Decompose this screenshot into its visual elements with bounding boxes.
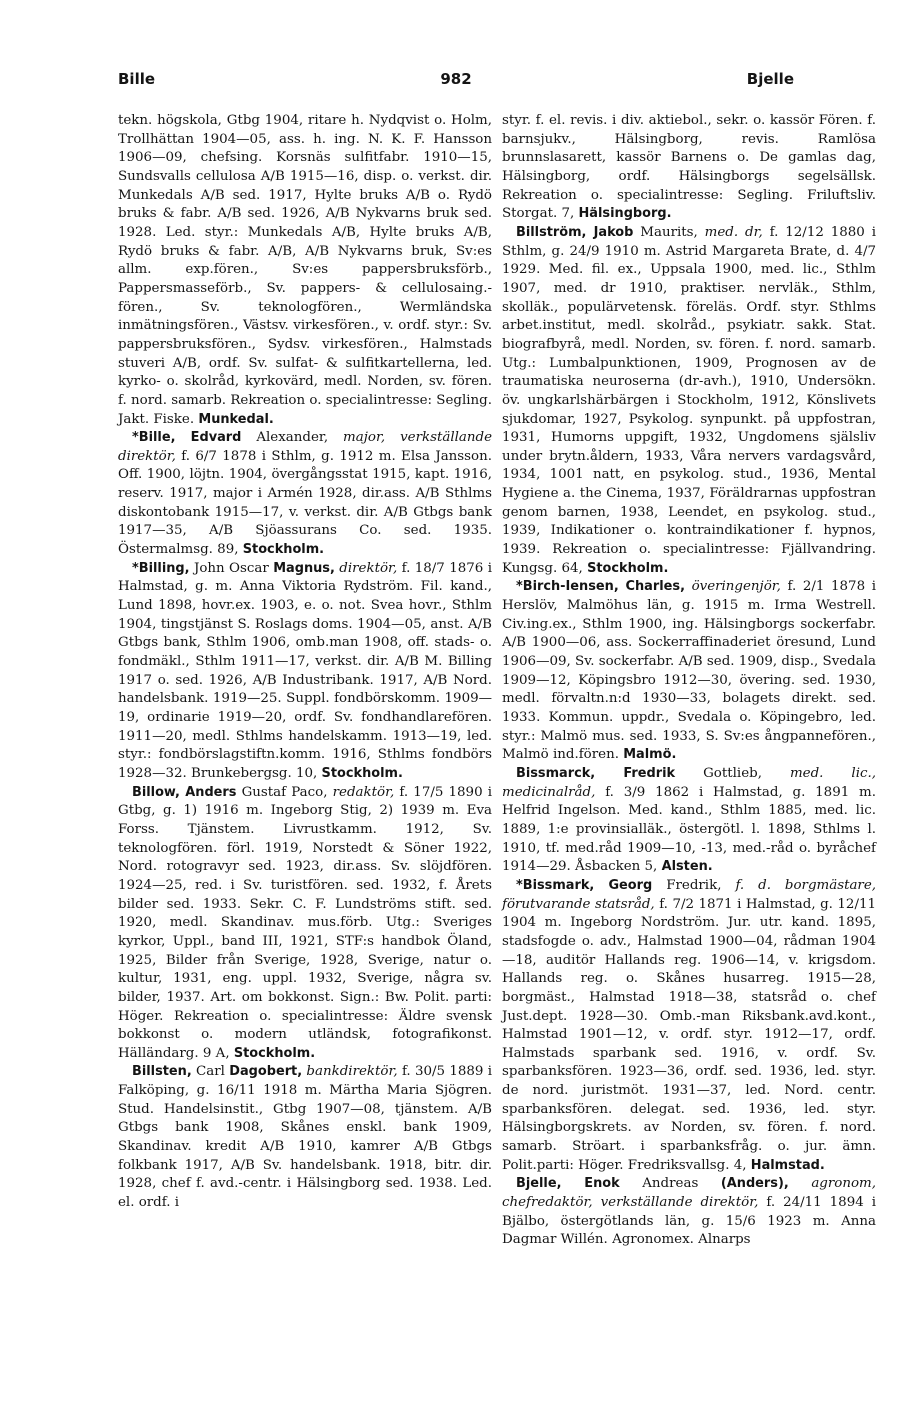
entry-text: f. 18/7 1876 i Halmstad, g. m. Anna Viktoria Rydström. Fil. kand., Lund 1898, hovr.ex. 1903, e. o. not. Svea hovr., Sthlm 1904, tingstjänst S. Roslags doms. 1904—05, anst. A/B Gtbgs bank, Sthlm 1906, omb.man 1908, off. stads- o. fondmäkl., Sthlm 1911—17, verkst. dir. A/B M. Billing 1917 o. sed. 1926, A/B Industribank. 1917, A/B Nord. handelsbank. 1919—25. Suppl. fondbörskomm. 1909—19, ordinarie 1919—20, ordf. Sv. fondhandlarefören. 1911—20, medl. Sthlms handelskamm. 1913—19, led. styr.: fondbörslagstiftn.komm. 1916, Sthlms fondbörs 1928—32. Brunkebergsg. 10, [118,560,492,781]
entry-billing-magnus [118,560,492,784]
entry-text: f. 3/9 1862 i Halmstad, g. 1891 m. Helfrid Ingelson. Med. kand., Sthlm 1885, med. lic. 1889, 1:e provinsialläk., östergötl. l. 1898, Sthlms l. 1910, tf. med.råd 1909—10, -13, med.-råd o. byråchef 1914—29. Åsbacken 5, [502,784,876,875]
entry-bille-edvard [118,429,492,560]
entry-title: f. d. borgmästare, förutvarande statsråd, [502,877,877,912]
entry-call-name: Magnus, [273,560,335,576]
entry-address: Munkedal. [198,411,274,427]
entry-birch-iensen-charles [502,578,876,765]
running-header [118,70,794,96]
entry-bjelle-enok [502,1175,876,1250]
entry-text: styr. f. el. revis. i div. aktiebol., sekr. o. kassör Fören. f. barnsjukv., Hälsingborg, revis. Ramlösa brunnslasarett, kassör Barnens o. De gamlas dag, Hälsingborg, ordf. Hälsingborgs segelsällsk. Rekreation o. specialintresse: Segling. Friluftsliv. Storgat. 7, [502,113,876,222]
entry-bissmark-georg [502,877,876,1176]
entry-given-names: Fredrik, [666,877,722,893]
entry-given-names: Maurits, [640,224,698,240]
entry-address: Malmö. [623,747,677,763]
entry-name: Bissmarck, Fredrik [516,765,676,781]
entry-bissmarck-fredrik [502,765,876,877]
entry-call-name: (Anders), [720,1176,789,1192]
entry-title: direktör, [339,560,398,576]
entry-name: *Bille, Edvard [132,430,242,446]
entry-name: Billsten, [132,1064,192,1080]
entry-name: *Billing, [132,560,190,576]
entry-address: Halmstad. [750,1157,825,1173]
entry-continuation [118,112,492,429]
entry-name: *Birch-Iensen, Charles, [516,579,685,595]
entry-address: Stockholm. [587,560,669,576]
entry-title: överingenjör, [691,579,781,595]
entry-title: med. dr, [704,224,763,240]
entry-call-name: Dagobert, [229,1064,303,1080]
entry-text: f. 7/2 1871 i Halmstad, g. 12/11 1904 m. Ingeborg Nordström. Jur. utr. kand. 1895, stadsfogde o. adv., Halmstad 1900—04, rådman 1904—18, auditör Hallands reg. 1906—14, v. krigsdom. Hallands reg. o. Skånes husarreg. 1915—28, borgmäst., Halmstad 1918—38, statsråd o. chef Just.dept. 1928—30. Omb.-man Riksbank.avd.kont., Halmstad 1901—12, v. ordf. styr. 1912—17, ordf. Halmstads sparbank sed. 1916, v. ordf. Sv. sparbanksfören. 1923—36, ordf. sed. 1936, led. styr. de nord. juristmöt. 1931—37, led. Nord. centr. sparbanksfören. delegat. sed. 1936, led. styr. Hälsingborgskrets. av Norden, sv. fören. f. nord. samarb. Ströart. i sparbanksfråg. o. jur. ämn. Polit.parti: Höger. Fredriksvallsg. 4, [502,896,877,1173]
entry-address: Hälsingborg. [578,206,672,222]
entry-billstrom-jakob [502,224,876,578]
entry-name: Bjelle, Enok [516,1176,620,1192]
entry-title: med. lic., medicinalråd, [502,765,876,800]
entry-given-names: Alexander, [256,430,329,446]
entry-text: f. 2/1 1878 i Herslöv, Malmöhus län, g. 1915 m. Irma Westrell. Civ.ing.ex., Sthlm 1900, ing. Hälsingborgs sockerfabr. A/B 1900—06, ass. Sockerraffinaderiet öresund, Lund 1906—09, Sv. sockerfabr. A/B sed. 1909, disp., Svedala 1909—12, Köpingsbro 1912—30, övering. sed. 1930, medl. förvaltn.n:d 1930—33, bolagets direkt. sed. 1933. Kommun. uppdr., Svedala o. Köpingebro, led. styr.: Malmö mus. sed. 1933, S. Sv:es ångpannefören., Malmö ind.fören. [502,579,876,763]
page-number: 982 [440,70,472,88]
right-column [502,112,876,1250]
entry-continuation [502,112,876,224]
entry-address: Alsten. [661,859,713,875]
entry-address: Stockholm. [242,542,325,558]
entry-text: f. 12/12 1880 i Sthlm, g. 24/9 1910 m. Astrid Margareta Brate, d. 4/7 1929. Med. fil. ex., Uppsala 1900, med. lic., Sthlm 1907, med. dr 1910, praktiser. nervläk., Sthlm, skolläk., populärvetensk. föreläs. Ordf. styr. Sthlms arbet.institut, medl. skolråd., psykiatr. sakk. Stat. biografbyrå, medl. Norden, sv. fören. f. nord. samarb. Utg.: Lumbalpunktionen, 1909, Prognosen av de traumatiska neuroserna (dr-avh.), 1910, Undersökn. öv. ungkarlshärbärgen i Stockholm, 1912, Könslivets sjukdomar, 1927, Psykolog. synpunkt. på uppfostran, 1931, Humorns uppgift, 1932, Ungdomens själsliv under brytn.åldern, 1933, Våra nervers vardagsvård, 1934, 1001 natt, en psykolog. stud., 1936, Mental Hygiene a. the Cinema, 1937, Föräldrarnas uppfostran genom barnen, 1938, Leendet, en psykolog. stud., 1939, Indikationer o. kontraindikationer f. hypnos, 1939. Rekreation o. specialintresse: Fjällvandring. Kungsg. 64, [502,224,876,576]
entry-given-names: Gottlieb, [703,765,762,781]
entry-name: *Bissmark, Georg [516,877,653,893]
entry-text: f. 24/11 1894 i Bjälbo, östergötlands län, g. 15/6 1923 m. Anna Dagmar Willén. Agronomex. Alnarps [502,1195,876,1248]
header-last-entry: Bjelle [746,70,794,88]
entry-text: tekn. högskola, Gtbg 1904, ritare h. Nydqvist o. Holm, Trollhättan 1904—05, ass. h. ing. N. K. F. Hansson 1906—09, chefsing. Korsnäs sulfitfabr. 1910—15, Sundsvalls cellulosa A/B 1915—16, disp. o. verkst. dir. Munkedals A/B sed. 1917, Hylte bruks A/B o. Rydö bruks & fabr. A/B sed. 1926, A/B Nykvarns bruk sed. 1928. Led. styr.: Munkedals A/B, Hylte bruks A/B, Rydö bruks & fabr. A/B, A/B Nykvarns bruk, Sv:es allm. exp.fören., Sv:es pappersbruksförb., Pappersmasseförb., Sv. pappers- & cellulosaing.-fören., Sv. teknologfören., Wermländska inmätningsfören., Västsv. virkesfören., v. ordf. styr.: Sv. pappersbruksfören., Sydsv. virkesfören., Halmstads stuveri A/B, ordf. Sv. sulfat- & sulfitkartellerna, led. kyrko- o. skolråd, kyrkovärd, medl. Norden, sv. fören. f. nord. samarb. Rekreation o. specialintresse: Segling. Jakt. Fiske. [118,113,492,427]
entry-title: major, verkställande direktör, [118,430,493,464]
entry-billsten-dagobert [118,1063,492,1212]
header-first-entry: Bille [118,70,156,88]
entry-title: agronom, chefredaktör, verkställande direktör, [502,1176,876,1211]
entry-given-names: Andreas [642,1176,699,1192]
entry-name: Billow, Anders [132,784,237,800]
entry-text: f. 30/5 1889 i Falköping, g. 16/11 1918 m. Märtha Maria Sjögren. Stud. Handelsinstit., Gtbg 1907—08, tjänstem. A/B Gtbgs bank 1908, Skånes enskl. bank 1909, Skandinav. kredit A/B 1910, kamrer A/B Gtbgs folkbank 1917, A/B Sv. handelsbank. 1918, bitr. dir. 1928, chef f. avd.-centr. i Hälsingborg sed. 1938. Led. el. ordf. i [118,1064,492,1211]
entry-given-names: Carl [196,1064,225,1080]
entry-text: f. 17/5 1890 i Gtbg, g. 1) 1916 m. Ingeborg Stig, 2) 1939 m. Eva Forss. Tjänstem. Livrustkamm. 1912, Sv. teknologfören. förl. 1919, Norstedt & Söner 1922, Nord. rotogravyr sed. 1923, dir.ass. Sv. slöjdfören. 1924—25, red. i Sv. turistfören. sed. 1932, f. Årets bilder sed. 1933. Sekr. C. F. Lundströms stift. sed. 1920, medl. Skandinav. mus.förb. Utg.: Sveriges kyrkor, Uppl., band III, 1921, STF:s handbok Öland, 1925, Bilder från Sverige, 1928, Sverige, natur o. kultur, 1931, eng. uppl. 1932, Sverige, några sv. bilder, 1937. Art. om bokkonst. Sign.: Bw. Polit. parti: Höger. Rekreation o. specialintresse: Äldre svensk bokkonst o. modern utländsk, fotografikonst. Hälländarg. 9 A, [118,784,493,1061]
entry-billow-anders [118,784,492,1064]
entry-text: f. 6/7 1878 i Sthlm, g. 1912 m. Elsa Jansson. Off. 1900, löjtn. 1904, övergångsstat 1915, kapt. 1916, reserv. 1917, major i Armén 1928, dir.ass. A/B Sthlms diskontobank 1915—17, v. verkst. dir. A/B Gtbgs bank 1917—35, A/B Sjöassurans Co. sed. 1935. Östermalmsg. 89, [118,448,492,558]
entry-address: Stockholm. [321,765,403,781]
entry-given-names: John Oscar [193,560,269,576]
entry-address: Stockholm. [233,1045,316,1061]
entry-name: Billström, Jakob [516,224,634,240]
entry-given-names: Gustaf Paco, [241,784,328,800]
entry-title: redaktör, [332,784,395,800]
left-column [118,112,492,1213]
entry-title: bankdirektör, [306,1064,398,1080]
